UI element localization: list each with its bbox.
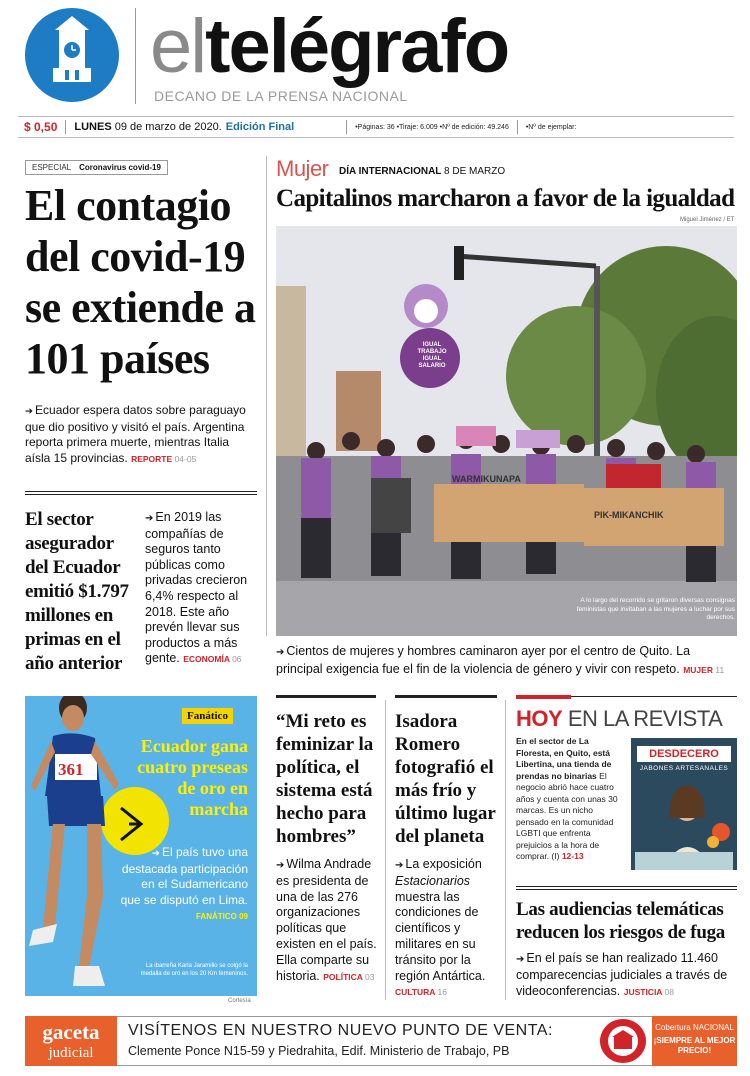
section-ref[interactable]: JUSTICIA 08 [623, 986, 674, 997]
info-bar [18, 116, 734, 138]
fanatico-headline[interactable]: Ecuador gana cuatro preseas de oro en marcha [137, 736, 248, 819]
newspaper-title[interactable]: eltelégrafo [150, 4, 509, 89]
column-divider [505, 700, 506, 1000]
section-ref[interactable]: ECONOMÍA 06 [183, 654, 242, 665]
march-photo[interactable] [276, 226, 737, 636]
isadora-headline[interactable]: Isadora Romero fotografió el más frío y último lugar del planeta [395, 711, 496, 847]
column-divider [266, 156, 267, 636]
mujer-tag[interactable]: Mujer [276, 156, 329, 181]
photo-caption: La ibarreña Karla Jaramillo se colgó la medalla de oro en los 20 Km femeninos. [140, 963, 248, 977]
edition-stats: •Páginas: 36 •Tiraje: 6.009 •Nº de edición: 49.246 [355, 123, 509, 131]
ad-headline: VISÍTENOS EN NUESTRO NUEVO PUNTO DE VENTA: [128, 1022, 553, 1039]
tagline: DECANO DE LA PRENSA NACIONAL [154, 88, 408, 104]
athlete-bib: 361 [58, 760, 84, 779]
balloon-text: IGUAL TRABAJO IGUAL SALARIO [417, 342, 447, 369]
sign-text-left: WARMIKUNAPA [452, 474, 521, 484]
march-scene [276, 226, 737, 636]
revista-label[interactable]: HOY EN LA REVISTA [516, 706, 723, 731]
audiencias-summary: ➔ En el país se han realizado 11.460 comparecencias judiciales a través de videoconferencias. JUSTICIA 08 [516, 951, 737, 1000]
divider [395, 695, 497, 698]
ad-address: Clemente Ponce N15-59 y Piedrahita, Edif. Ministerio de Trabajo, PB [128, 1044, 510, 1058]
reto-headline[interactable]: “Mi reto es feminizar la política, el sistema está hecho para hombres” [276, 711, 374, 847]
sign-text-right: PIK-MIKANCHIK [594, 510, 664, 520]
cover-title: DESDECERO [637, 746, 731, 762]
logo-emblem[interactable] [25, 8, 119, 102]
section-ref[interactable]: CULTURA 16 [395, 987, 447, 998]
revista-cover[interactable] [631, 738, 737, 870]
section-ref[interactable]: POLÍTICA 03 [323, 971, 375, 982]
section-ref[interactable]: MUJER 11 [683, 665, 725, 675]
divider [516, 886, 737, 890]
ad-coverage: Cobertura NACIONAL ¡SIEMPRE AL MEJOR PRECIO! [652, 1016, 737, 1066]
audiencias-headline[interactable]: Las audiencias telemáticas reducen los riesgos de fuga [516, 899, 725, 943]
section-ref[interactable]: REPORTE 04-05 [131, 453, 197, 464]
mujer-headline[interactable]: Capitalinos marcharon a favor de la igualdad [276, 185, 735, 212]
gaceta-logo[interactable]: gaceta judicial [25, 1016, 117, 1066]
price: $ 0,50 [24, 120, 58, 134]
seguros-summary: ➔ En 2019 las compañías de seguros tanto públicas como privadas crecieron 6,4% respecto al 2018. Este año prevén llevar sus productos a más gente. ECONOMÍA 06 [145, 510, 257, 668]
special-label[interactable]: ESPECIAL Coronavirus covid-19 [25, 160, 168, 175]
lead-headline[interactable]: El contagio del covid-19 se extiende a 101 países [25, 181, 256, 383]
fanatico-summary: ➔ El país tuvo una destacada participación en el Sudamericano que se disputó en Lima. FANÁTICO 09 [120, 845, 248, 925]
fanatico-badge[interactable]: Fanático [182, 708, 233, 724]
photo-credit: Cortesía [228, 998, 251, 1004]
divider [571, 696, 737, 697]
masthead-divider [135, 8, 136, 104]
isadora-summary: ➔ La exposición Estacionarios muestra las condiciones de científicos y militares en su tránsito por la región Antártica. CULTURA 16 [395, 857, 503, 1001]
mujer-summary: ➔ Cientos de mujeres y hombres caminaron ayer por el centro de Quito. La principal exigencia fue el fin de la violencia de género y vivir con respeto. MUJER 11 [276, 643, 736, 678]
section-ref[interactable]: 12-13 [561, 851, 584, 861]
photo-credit: Miguel Jiménez / ET [680, 217, 735, 223]
cover-portrait [631, 772, 737, 870]
dateline: LUNES 09 de marzo de 2020. [74, 121, 222, 133]
column-divider [385, 700, 386, 1000]
building-icon [600, 1019, 646, 1063]
edition-label: Edición Final [225, 121, 295, 133]
copy-number: •Nº de ejemplar: [525, 123, 577, 131]
seguros-headline[interactable]: El sector asegurador del Ecuador emitió $1.797 millones en primas en el año anterior [25, 509, 129, 674]
divider [276, 695, 376, 698]
revista-summary: En el sector de La Floresta, en Quito, está Libertina, una tienda de prendas no binarias El negocio abrió hace cuatro años y cuenta con unas 30 marcas. Es un nicho pensado en la comunidad LGBTI que enfrenta prejuicios a la hora de comprar. (I) 12-13 [516, 736, 618, 861]
reto-summary: ➔ Wilma Andrade es presidenta de una de las 276 organizaciones políticas que existen en el país. Ella comparte su historia. POLÍTICA 03 [276, 857, 384, 985]
section-ref[interactable]: FANÁTICO 09 [195, 912, 248, 921]
lead-summary: ➔ Ecuador espera datos sobre paraguayo que dio positivo y visitó el país. Argentina reporta primera muerte, mientras Italia aísla 15 provincias. REPORTE 04-05 [25, 403, 257, 467]
cover-subtitle: JABONES ARTESANALES [639, 765, 729, 772]
accent-bar [516, 695, 571, 699]
photo-caption: A lo largo del recorrido se gritaron diversas consignas feministas que invitaban a las mujeres a luchar por sus derechos. [576, 597, 735, 621]
clock-tower-icon [25, 8, 119, 102]
divider [25, 491, 257, 495]
mujer-kicker: DÍA INTERNACIONAL 8 DE MARZO [339, 166, 506, 177]
